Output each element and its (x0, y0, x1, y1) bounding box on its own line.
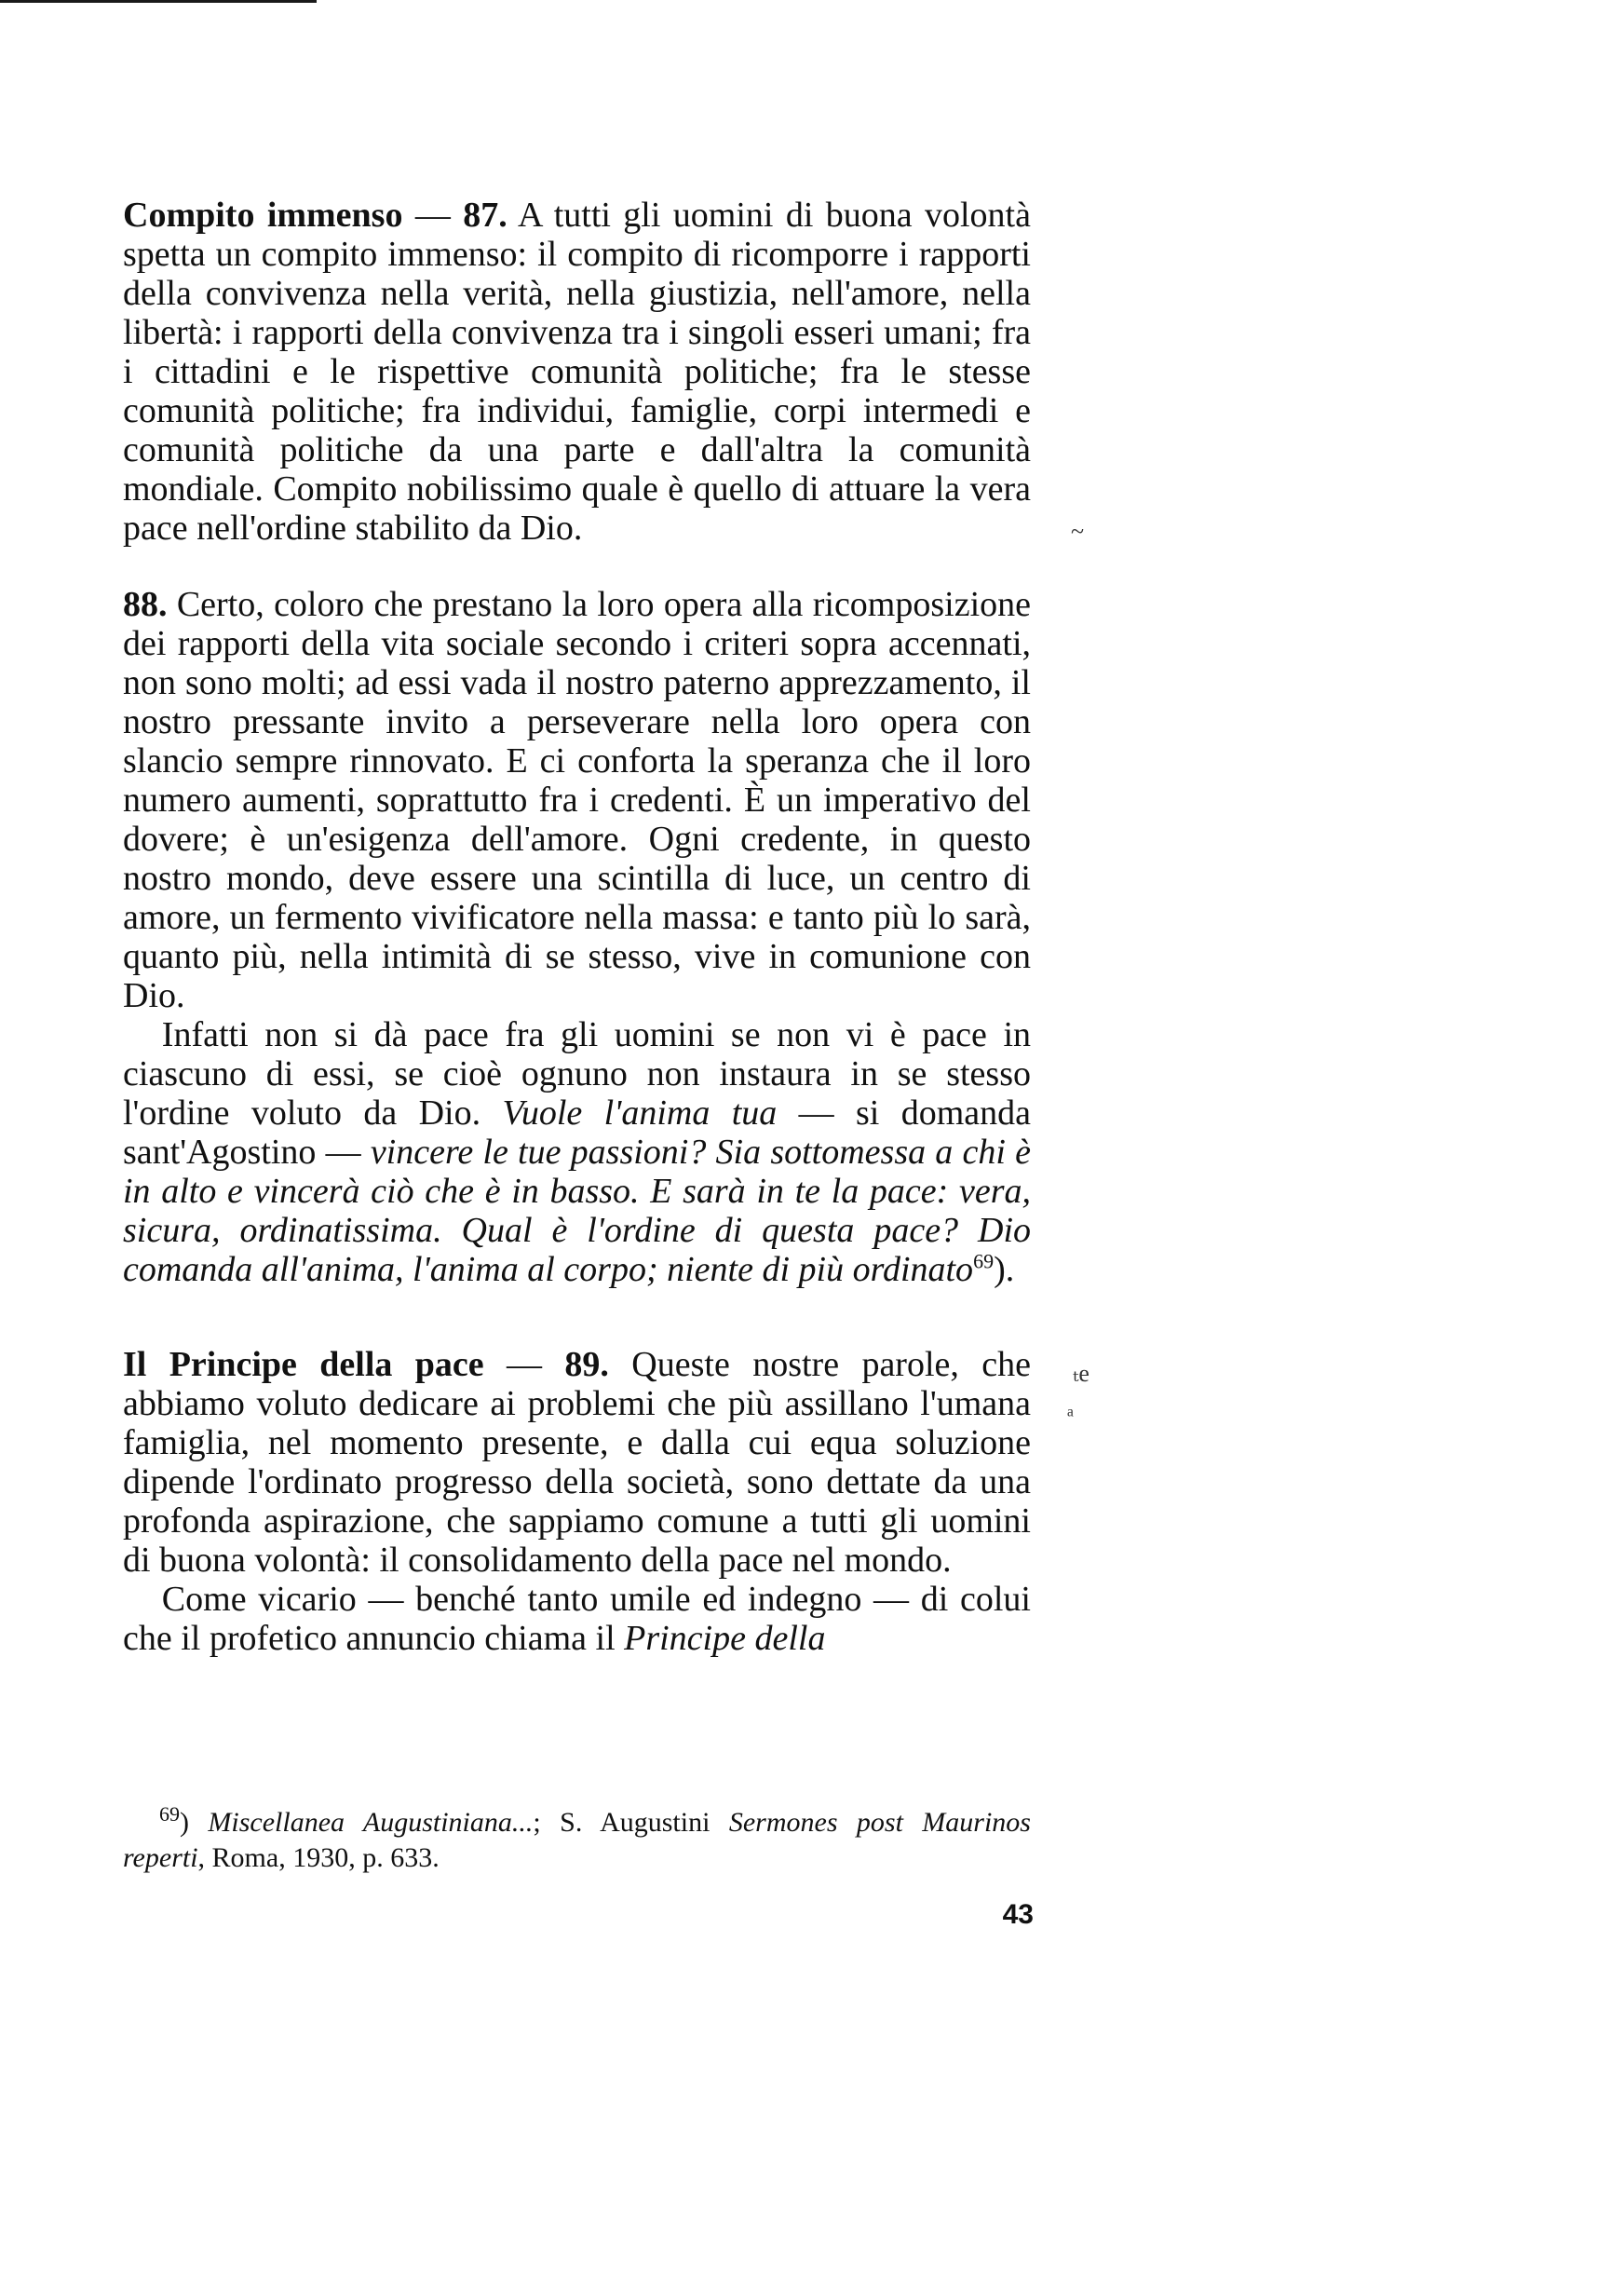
margin-mark-e: ₜe (1073, 1360, 1089, 1387)
footnote-number: 69 (159, 1802, 180, 1826)
paragraph-89-continued (123, 1580, 1031, 1658)
section-heading-compito-immenso: Compito immenso (123, 196, 403, 235)
paragraph-87-text: A tutti gli uomini di buona volontà spetta un compito immenso: il compito di ricomporre i rapporti della convivenza nella verità, nella giustizia, nell'amore, nella libertà: i rapporti della convivenza tra i singoli esseri umani; fra i cittadini e le rispettive comunità politiche; fra le stesse comunità politiche; fra individui, famiglie, corpi intermedi e comunità politiche da una parte e dall'altra la comunità mondiale. Compito nobilissimo quale è quello di attuare la vera pace nell'ordine stabilito da Dio. (123, 196, 1031, 548)
top-scan-rule (0, 0, 317, 3)
paragraph-87 (123, 196, 1031, 548)
heading-dash: — (402, 196, 464, 235)
paragraph-88-text: Certo, coloro che prestano la loro opera alla ricomposizione dei rapporti della vita sociale secondo i criteri sopra accennati, non sono molti; ad essi vada il nostro paterno apprezzamento, il nostro pressante invito a perseverare nella loro opera con slancio sempre rinnovato. E ci conforta la speranza che il loro numero aumenti, soprattutto fra i credenti. È un imperativo del dovere; è un'esigenza dell'amore. Ogni credente, in questo nostro mondo, deve essere una scintilla di luce, un centro di amore, un fermento vivificatore nella massa: e tanto più lo sarà, quanto più, nella intimità di se stesso, vive in comunione con Dio. (123, 585, 1031, 1015)
paragraph-number-89: 89. (564, 1345, 609, 1384)
footnote-separator: ; S. Augustini (533, 1807, 729, 1838)
page-number: 43 (1002, 1899, 1034, 1930)
paragraph-88b-text-a: Infatti non si dà pace fra gli uomini se non vi è pace in ciascuno di essi, se cioè ognuno non instaura in se stesso l'ordine voluto da Dio. (123, 1015, 1031, 1133)
footnote-work-sermones: Sermones post Maurinos reperti (123, 1807, 1031, 1873)
paragraph-88-continued (123, 1015, 1031, 1289)
paragraph-number-87: 87. (463, 196, 508, 235)
heading-dash: — (483, 1345, 565, 1384)
paragraph-89b-text: Come vicario — benché tanto umile ed indegno — di colui che il profetico annuncio chiama il (123, 1580, 1031, 1658)
footnote-reference: 69 (973, 1249, 995, 1273)
footnote-work-miscellanea: Miscellanea Augustiniana... (208, 1807, 534, 1838)
principe-title: Principe della (624, 1619, 826, 1658)
margin-mark-tilde: ~ (1071, 518, 1085, 545)
footnote (123, 1802, 1031, 1876)
section-heading-principe-della-pace: Il Principe della pace (123, 1345, 484, 1384)
augustine-quote-a: Vuole l'anima tua (502, 1093, 778, 1133)
paragraph-89 (123, 1345, 1031, 1580)
paragraph-88 (123, 585, 1031, 1015)
paragraph-number-88: 88. (123, 585, 168, 624)
paragraph-88b-text-b: — si domanda sant'Agostino — (123, 1093, 1032, 1172)
page-body (123, 196, 1031, 1658)
footnote-paren: ) (180, 1807, 209, 1838)
augustine-quote-b: vincere le tue passioni? Sia sottomessa a chi è in alto e vincerà ciò che è in basso. E sarà in te la pace: vera, sicura, ordinatissima. Qual è l'ordine di questa pace? Dio comanda all'anima, l'anima al corpo; niente di più ordinato (123, 1133, 1032, 1289)
margin-mark-a: ₐ (1067, 1392, 1075, 1419)
paragraph-89-text: Queste nostre parole, che abbiamo voluto dedicare ai problemi che più assillano l'umana famiglia, nel momento presente, e dalla cui equa soluzione dipende l'ordinato progresso della società, sono dettate da una profonda aspirazione, che sappiamo comune a tutti gli uomini di buona volontà: il consolidamento della pace nel mondo. (123, 1345, 1031, 1580)
paragraph-88b-text-c: ). (994, 1250, 1015, 1289)
footnote-tail: , Roma, 1930, p. 633. (197, 1842, 440, 1873)
